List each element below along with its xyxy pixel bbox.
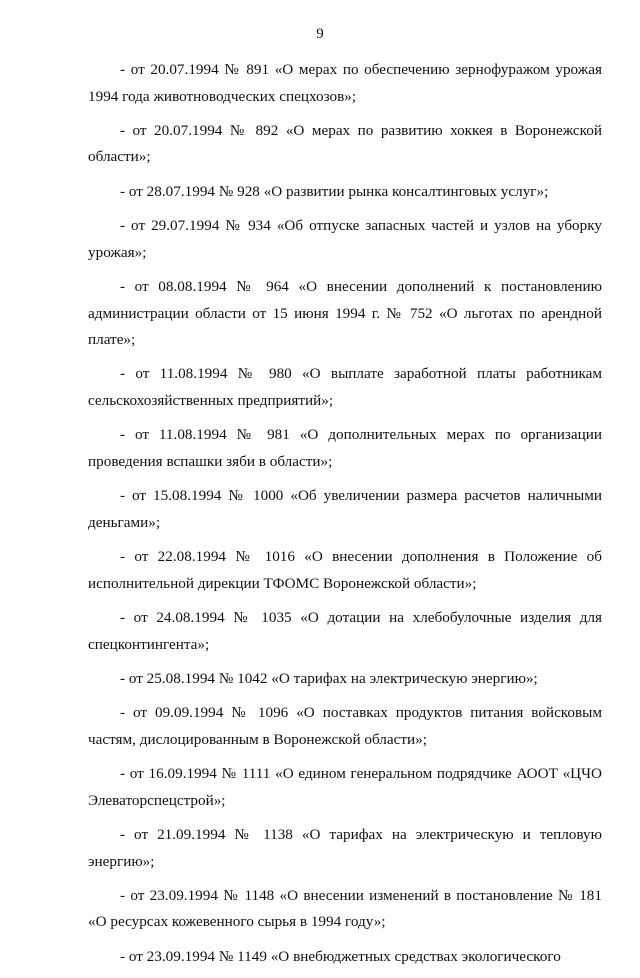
list-item: - от 28.07.1994 № 928 «О развитии рынка консалтинговых услуг»; [120,182,549,200]
page-number: 9 [316,26,324,42]
list-item: - от 25.08.1994 № 1042 «О тарифах на электрическую энергию»; [120,669,538,687]
list-item: - от 20.07.1994 № 891 «О мерах по обеспечению зернофуражом урожая 1994 года животноводческих спецхозов»; [88,61,602,105]
list-item: - от 21.09.1994 № 1138 «О тарифах на электрическую и тепловую энергию»; [88,826,602,870]
list-item: - от 23.09.1994 № 1148 «О внесении изменений в постановление № 181 «О ресурсах кожевенного сырья в 1994 году»; [88,886,602,931]
list-item: - от 29.07.1994 № 934 «Об отпуске запасных частей и узлов на уборку урожая»; [88,217,602,261]
list-item: - от 11.08.1994 № 980 «О выплате заработной платы работникам сельскохозяйственных предприятий»; [88,365,602,409]
list-item: - от 23.09.1994 № 1149 «О внебюджетных средствах экологического [120,947,561,965]
list-item: - от 11.08.1994 № 981 «О дополнительных мерах по организации проведения вспашки зяби в области»; [88,426,602,470]
list-item: - от 16.09.1994 № 1111 «О едином генеральном подрядчике АООТ «ЦЧО Элеваторспецстрой»; [88,765,602,809]
list-item: - от 20.07.1994 № 892 «О мерах по развитию хоккея в Воронежской области»; [88,121,602,166]
list-item: - от 15.08.1994 № 1000 «Об увеличении размера расчетов наличными деньгами»; [88,487,602,531]
list-item: - от 08.08.1994 № 964 «О внесении дополнений к постановлению администрации области от 15 июня 1994 г. № 752 «О льготах по арендной плате»; [88,278,602,349]
list-item: - от 24.08.1994 № 1035 «О дотации на хлебобулочные изделия для спецконтингента»; [88,609,602,653]
decree-list [88,57,602,978]
list-item: - от 22.08.1994 № 1016 «О внесении дополнения в Положение об исполнительной дирекции ТФОМС Воронежской области»; [88,548,602,592]
list-item: - от 09.09.1994 № 1096 «О поставках продуктов питания войсковым частям, дислоцированным в Воронежской области»; [88,704,602,748]
